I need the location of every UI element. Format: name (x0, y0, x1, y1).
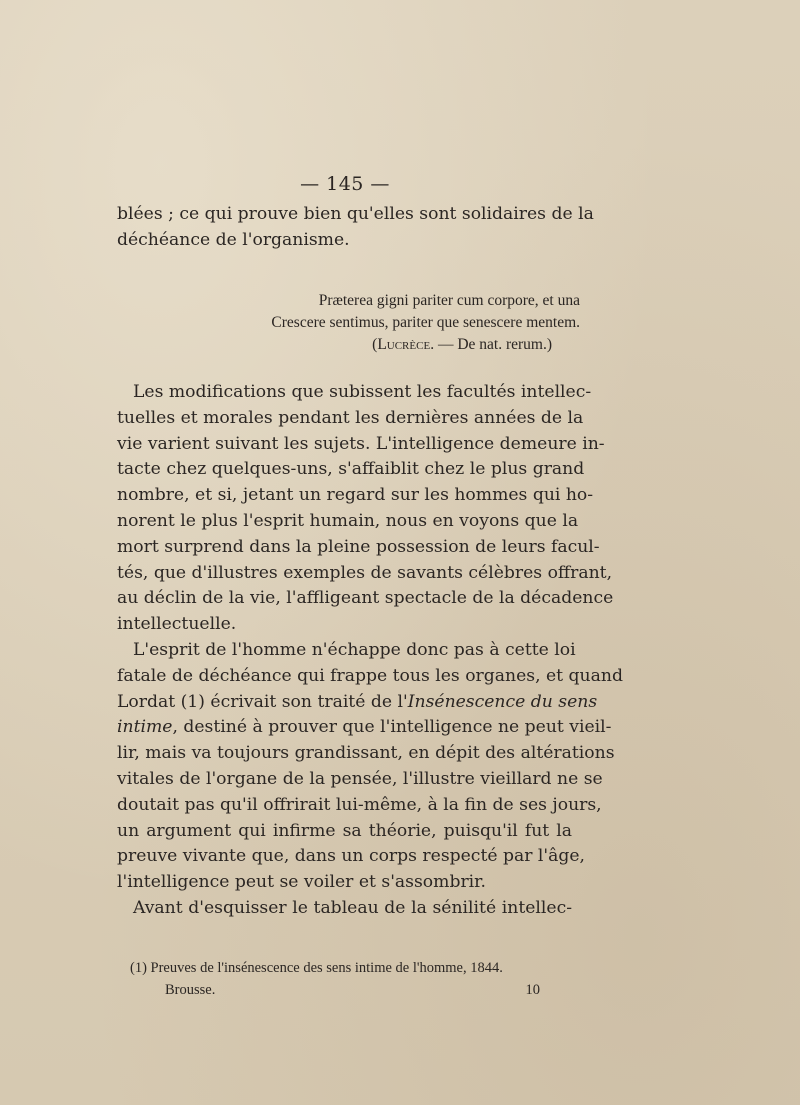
footnote (130, 957, 560, 1001)
paragraph-continuation (117, 202, 594, 254)
text-line: au déclin de la vie, l'affligeant spectacle de la décadence (117, 588, 614, 609)
text-line: un argument qui infirme sa théorie, puisqu'il fut la (117, 820, 572, 841)
quote-work: — De nat. rerum.) (434, 336, 552, 353)
text-line: lir, mais va toujours grandissant, en dépit des altérations (117, 743, 615, 764)
quote-author: Lucrèce (377, 336, 431, 353)
text-line: l'intelligence peut se voiler et s'assombrir. (117, 872, 486, 893)
text-line: fatale de déchéance qui frappe tous les organes, et quand (117, 665, 623, 686)
book-title-italic-cont: intime (117, 717, 173, 738)
text-line: nombre, et si, jetant un regard sur les hommes qui ho- (117, 485, 594, 506)
text-line: L'esprit de l'homme n'échappe donc pas à cette loi (133, 639, 576, 660)
text-run: Lordat (1) écrivait son traité de l' (117, 691, 408, 712)
text-line: blées ; ce qui prouve bien qu'elles sont solidaires de la (117, 204, 594, 224)
main-text (117, 380, 623, 922)
text-line: vie varient suivant les sujets. L'intelligence demeure in- (117, 433, 605, 454)
text-line: déchéance de l'organisme. (117, 229, 350, 250)
text-line: tacte chez quelques-uns, s'affaiblit chez le plus grand (117, 459, 585, 480)
text-line: Les modifications que subissent les facultés intellec- (133, 382, 592, 402)
signature-mark: 10 (525, 982, 540, 998)
footnote-line-2 (130, 979, 560, 1001)
text-line (117, 690, 598, 716)
quote-line: Crescere sentimus, pariter que senescere mentem. (271, 314, 580, 331)
page-number: — 145 — (300, 173, 390, 195)
quote-source: (Lucrèce. — De nat. rerum.) (372, 336, 552, 353)
text-line (117, 715, 612, 741)
text-line: doutait pas qu'il offrirait lui-même, à la fin de ses jours, (117, 794, 602, 815)
latin-epigraph (254, 290, 580, 356)
text-line: mort surprend dans la pleine possession de leurs facul- (117, 536, 600, 557)
text-line: intellectuelle. (117, 614, 237, 635)
text-line: preuve vivante que, dans un corps respecté par l'âge, (117, 846, 586, 867)
quote-line: Præterea gigni pariter cum corpore, et una (318, 292, 580, 309)
text-line: Avant d'esquisser le tableau de la sénilité intellec- (133, 897, 572, 918)
text-line: norent le plus l'esprit humain, nous en voyons que la (117, 510, 579, 531)
quote-source-open: ( (372, 336, 378, 353)
text-line: tés, que d'illustres exemples de savants célèbres offrant, (117, 562, 613, 583)
book-title-italic: Insénescence du sens (407, 691, 598, 712)
text-line: tuelles et morales pendant les dernières années de la (117, 407, 584, 428)
text-run: , destiné à prouver que l'intelligence ne peut vieil- (172, 717, 612, 738)
footnote-line: (1) Preuves de l'insénescence des sens intime de l'homme, 1844. (130, 960, 503, 976)
text-line: vitales de l'organe de la pensée, l'illustre vieillard ne se (117, 768, 603, 789)
footnote-publisher: Brousse. (165, 982, 216, 998)
